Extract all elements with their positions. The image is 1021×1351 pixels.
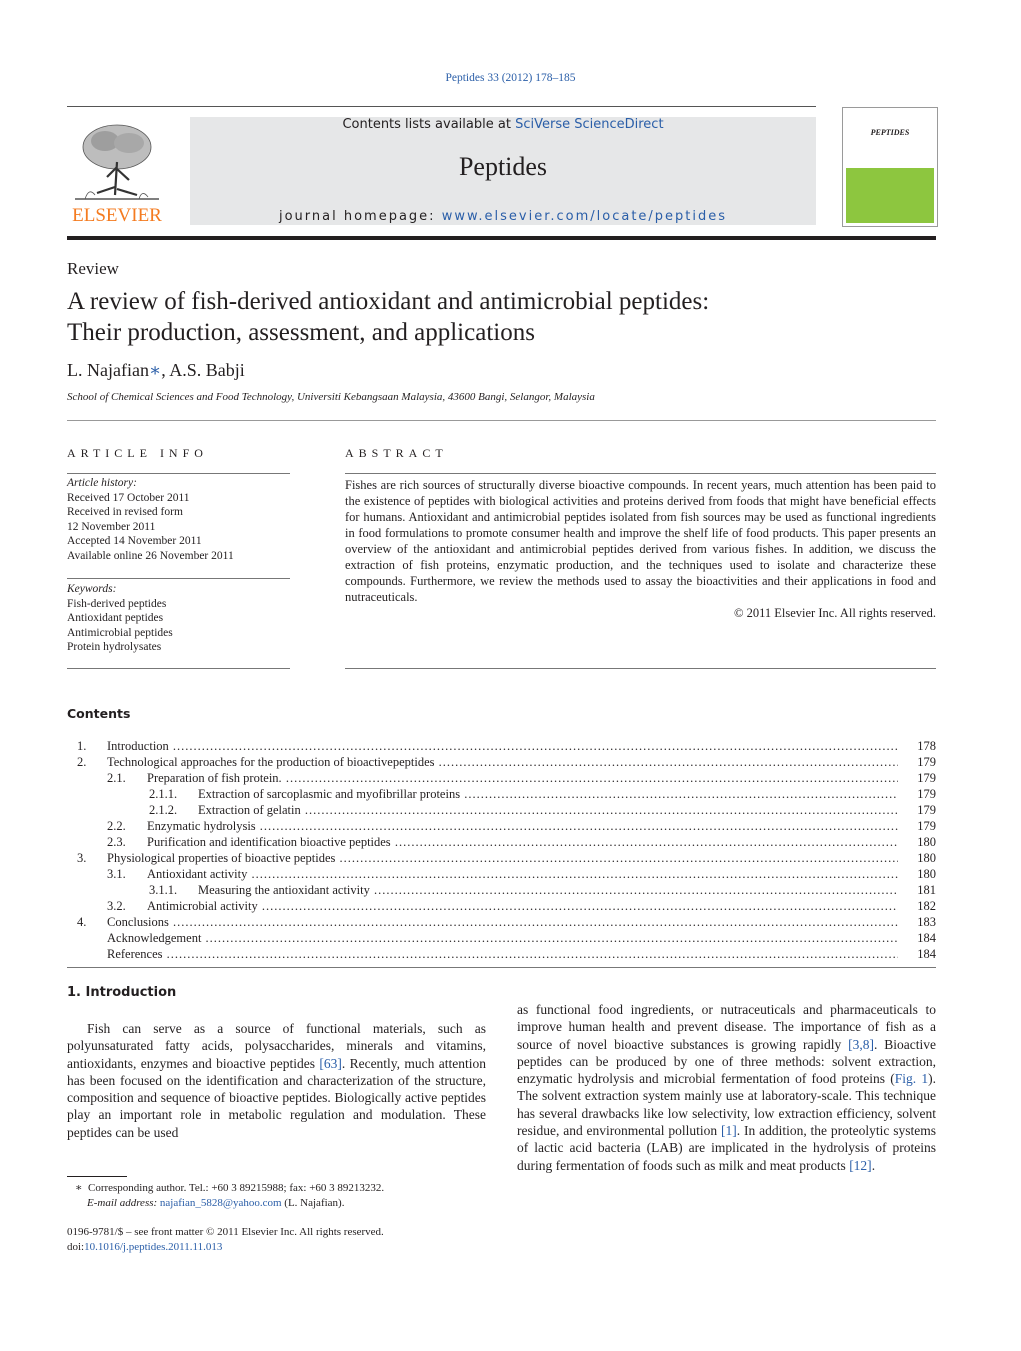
article-history: [67, 476, 234, 563]
toc-entry-page: 179: [898, 802, 936, 818]
author-list: [67, 360, 245, 381]
toc-entry-title[interactable]: Acknowledgement .....: [107, 930, 936, 946]
toc-entry-number: 2.1.1.: [149, 787, 178, 801]
email-suffix: (L. Najafian).: [281, 1196, 345, 1209]
toc-entry-page: 178: [898, 738, 936, 754]
footnote-corresponding: [67, 1181, 384, 1196]
toc-entry-title[interactable]: Measuring the antioxidant activity .....: [198, 882, 936, 898]
elsevier-tree-icon: [67, 117, 167, 227]
toc-entry-title[interactable]: Conclusions .....: [107, 914, 936, 930]
keyword: Fish-derived peptides: [67, 597, 167, 610]
history-line: Accepted 14 November 2011: [67, 535, 202, 547]
toc-entry[interactable]: [67, 898, 936, 914]
toc-entry-page: 179: [898, 818, 936, 834]
toc-entry-number: 2.1.2.: [149, 803, 178, 817]
keyword: Antioxidant peptides: [67, 612, 164, 624]
email-link[interactable]: najafian_5828@yahoo.com: [159, 1196, 282, 1209]
footnote: [67, 1181, 384, 1210]
intro-right-column: [517, 1001, 936, 1174]
article-info-heading: ARTICLE INFO: [67, 446, 208, 460]
cover-green-panel: [846, 168, 934, 223]
abstract-rule: [345, 473, 936, 474]
toc-entry-page: 181: [898, 882, 936, 898]
citation-link[interactable]: [3,8]: [848, 1036, 874, 1052]
toc-entry-page: 180: [898, 866, 936, 882]
abstract-text: Fishes are rich sources of structurally diverse bioactive compounds. In recent years, much attention has been paid to the existence of peptides with biological activities and proteins derived from foods that might have beneficial effects for humans. Antioxidant and antimicrobial peptides isolated from fish sources may be used as functional ingredients in food formulations to promote consumer health and improve the shelf life of food products. This paper presents an overview of the antioxidant and antimicrobial peptides derived from various fishes. In addition, we discuss the extraction of fish proteins, enzymatic production, and the techniques used to isolate and characterize these compounds. Furthermore, we review the methods used to assay the bioactivities and their applications in food and nutraceuticals.: [345, 478, 936, 604]
toc-entry-title[interactable]: Antimicrobial activity .....: [147, 898, 936, 914]
toc-entry-page: 183: [898, 914, 936, 930]
toc-entry-title[interactable]: Enzymatic hydrolysis .....: [147, 818, 936, 834]
toc-entry-number: 3.: [77, 851, 87, 865]
issn-line: 0196-9781/$ – see front matter © 2011 Elsevier Inc. All rights reserved.: [67, 1226, 384, 1238]
title-line-2: Their production, assessment, and applications: [67, 319, 535, 346]
article-type: Review: [67, 259, 119, 278]
intro-left-column: [67, 1020, 486, 1141]
doi-link[interactable]: 10.1016/j.peptides.2011.11.013: [84, 1240, 223, 1253]
contents-rule: [67, 967, 936, 968]
contents-available-line: [190, 117, 816, 132]
title-line-1: A review of fish-derived antioxidant and antimicrobial peptides:: [67, 288, 710, 315]
journal-name: Peptides: [458, 152, 548, 181]
toc-entry-number: 2.: [77, 755, 87, 769]
affiliation: School of Chemical Sciences and Food Technology, Universiti Kebangsaan Malaysia, 43600 Bangi, Selangor, Malaysia: [67, 391, 595, 403]
history-line: Available online 26 November 2011: [67, 549, 234, 562]
keywords-label: Keywords:: [67, 583, 117, 595]
toc-entry-title[interactable]: References .....: [107, 946, 936, 962]
abstract-heading: ABSTRACT: [345, 446, 448, 460]
info-rule: [67, 668, 290, 669]
email-label: E-mail address:: [87, 1196, 160, 1209]
sciencedirect-link[interactable]: SciVerse ScienceDirect: [515, 117, 664, 132]
toc-entry[interactable]: [67, 866, 936, 882]
body-text: ). The solvent extraction system mainly use at laboratory-scale. This technique has several drawbacks like low selectivity, low extraction efficiency, solvent residue, and environmental pollution: [517, 1071, 936, 1139]
body-text: as functional food ingredients, or nutraceuticals and pharmaceuticals to improve human health and prevent disease. The importance of fish as a source of novel bioactive substances is growing rapidly: [517, 1002, 936, 1052]
footnote-mark: ∗: [75, 1182, 83, 1194]
history-label: Article history:: [67, 477, 137, 489]
toc-entry-title[interactable]: Purification and identification bioactive peptides .....: [147, 834, 936, 850]
toc-entry-title[interactable]: Introduction .....: [107, 738, 936, 754]
toc-entry-title[interactable]: Extraction of gelatin .....: [198, 802, 936, 818]
author-name: A.S. Babji: [169, 360, 245, 380]
toc-entry[interactable]: [67, 850, 936, 866]
info-rule: [67, 473, 290, 474]
homepage-link[interactable]: www.elsevier.com/locate/peptides: [441, 209, 728, 224]
journal-reference[interactable]: Peptides 33 (2012) 178–185: [445, 72, 576, 84]
footnote-corresponding-text: Corresponding author. Tel.: +60 3 89215988; fax: +60 3 89213232.: [87, 1182, 385, 1194]
toc-entry[interactable]: [67, 834, 936, 850]
toc-entry-title[interactable]: Extraction of sarcoplasmic and myofibrillar proteins .....: [198, 786, 936, 802]
svg-text:ELSEVIER: ELSEVIER: [72, 205, 162, 226]
toc-entry-page: 184: [898, 930, 936, 946]
corresponding-author-mark[interactable]: ∗: [148, 360, 162, 380]
table-of-contents: [67, 738, 936, 962]
toc-entry[interactable]: [67, 738, 936, 754]
toc-entry-page: 179: [898, 754, 936, 770]
doi-line: [67, 1240, 384, 1255]
history-line: 12 November 2011: [67, 520, 156, 533]
toc-entry-title[interactable]: Physiological properties of bioactive peptides .....: [107, 850, 936, 866]
abstract-copyright: © 2011 Elsevier Inc. All rights reserved.: [733, 606, 936, 620]
toc-entry[interactable]: [67, 882, 936, 898]
footnote-email: [67, 1196, 384, 1211]
title-rule: [67, 420, 936, 421]
body-text: Fish can serve as a source of functional materials, such as polyunsaturated fatty acids, polysaccharides, minerals and vitamins, antioxidants, enzymes and bioactive peptides: [67, 1021, 486, 1071]
footnote-rule: [67, 1176, 127, 1177]
history-line: Received in revised form: [67, 506, 183, 518]
journal-cover-thumbnail: [842, 107, 938, 227]
toc-entry-number: 4.: [77, 915, 87, 929]
toc-entry-page: 179: [898, 770, 936, 786]
author-separator: ,: [161, 360, 170, 380]
toc-entry[interactable]: [67, 914, 936, 930]
toc-entry-page: 180: [898, 850, 936, 866]
toc-entry-title[interactable]: Preparation of fish protein. .....: [147, 770, 936, 786]
contents-heading: Contents: [67, 706, 131, 721]
doi-prefix: doi:: [67, 1240, 85, 1253]
toc-entry-number: 3.1.1.: [149, 883, 178, 897]
homepage-prefix: journal homepage:: [278, 209, 442, 224]
toc-entry[interactable]: [67, 754, 936, 770]
body-text: . Bioactive peptides can be produced by one of three methods: solvent extraction, enzymatic hydrolysis and microbial fermentation of food proteins (: [517, 1036, 936, 1087]
article-title: [67, 286, 927, 348]
toc-entry-number: 1.: [77, 739, 87, 753]
keywords: [67, 582, 173, 655]
header-top-rule: [67, 106, 816, 107]
figure-link[interactable]: Fig. 1: [894, 1071, 929, 1087]
toc-entry-number: 2.3.: [107, 835, 126, 849]
toc-entry-number: 2.2.: [107, 819, 126, 833]
keyword: Antimicrobial peptides: [67, 626, 173, 639]
toc-entry[interactable]: [67, 786, 936, 802]
toc-entry[interactable]: [67, 946, 936, 962]
toc-entry-title[interactable]: Technological approaches for the production of bioactivepeptides .....: [107, 754, 936, 770]
journal-homepage-line: [190, 209, 816, 224]
issn-doi-block: [67, 1225, 384, 1254]
abstract-rule: [345, 668, 936, 669]
toc-entry-number: 2.1.: [107, 771, 126, 785]
citation-link[interactable]: [1]: [721, 1123, 737, 1139]
citation-link[interactable]: [63]: [319, 1055, 342, 1071]
info-rule: [67, 578, 290, 579]
elsevier-logo: [67, 117, 167, 227]
toc-entry-number: 3.1.: [107, 867, 126, 881]
toc-entry-title[interactable]: Antioxidant activity .....: [147, 866, 936, 882]
toc-entry[interactable]: [67, 802, 936, 818]
history-line: Received 17 October 2011: [67, 491, 190, 504]
body-text: . Recently, much attention has been focused on the identification and characterization of the structure, composition and sequence of bioactive peptides. Biologically active peptides play an important role in metabolic regulation and modulation. These peptides can be used: [67, 1055, 486, 1140]
citation-link[interactable]: [12]: [849, 1157, 872, 1173]
toc-entry-page: 179: [898, 786, 936, 802]
toc-entry-page: 182: [898, 898, 936, 914]
section-heading-introduction: 1. Introduction: [67, 985, 177, 1000]
toc-entry-page: 184: [898, 946, 936, 962]
toc-entry[interactable]: [67, 818, 936, 834]
toc-entry-number: 3.2.: [107, 899, 126, 913]
cover-title: PEPTIDES: [870, 128, 910, 137]
contents-prefix: Contents lists available at: [342, 117, 516, 132]
keyword: Protein hydrolysates: [67, 641, 162, 653]
header-thick-rule: [67, 236, 936, 240]
body-text: . In addition, the proteolytic systems of lactic acid bacteria (LAB) are implicated in the hydrolysis of proteins during fermentation of foods such as milk and meat products: [517, 1123, 936, 1173]
author-name: L. Najafian: [67, 360, 149, 380]
toc-entry[interactable]: [67, 930, 936, 946]
toc-entry[interactable]: [67, 770, 936, 786]
toc-entry-page: 180: [898, 834, 936, 850]
body-text: .: [871, 1157, 876, 1173]
